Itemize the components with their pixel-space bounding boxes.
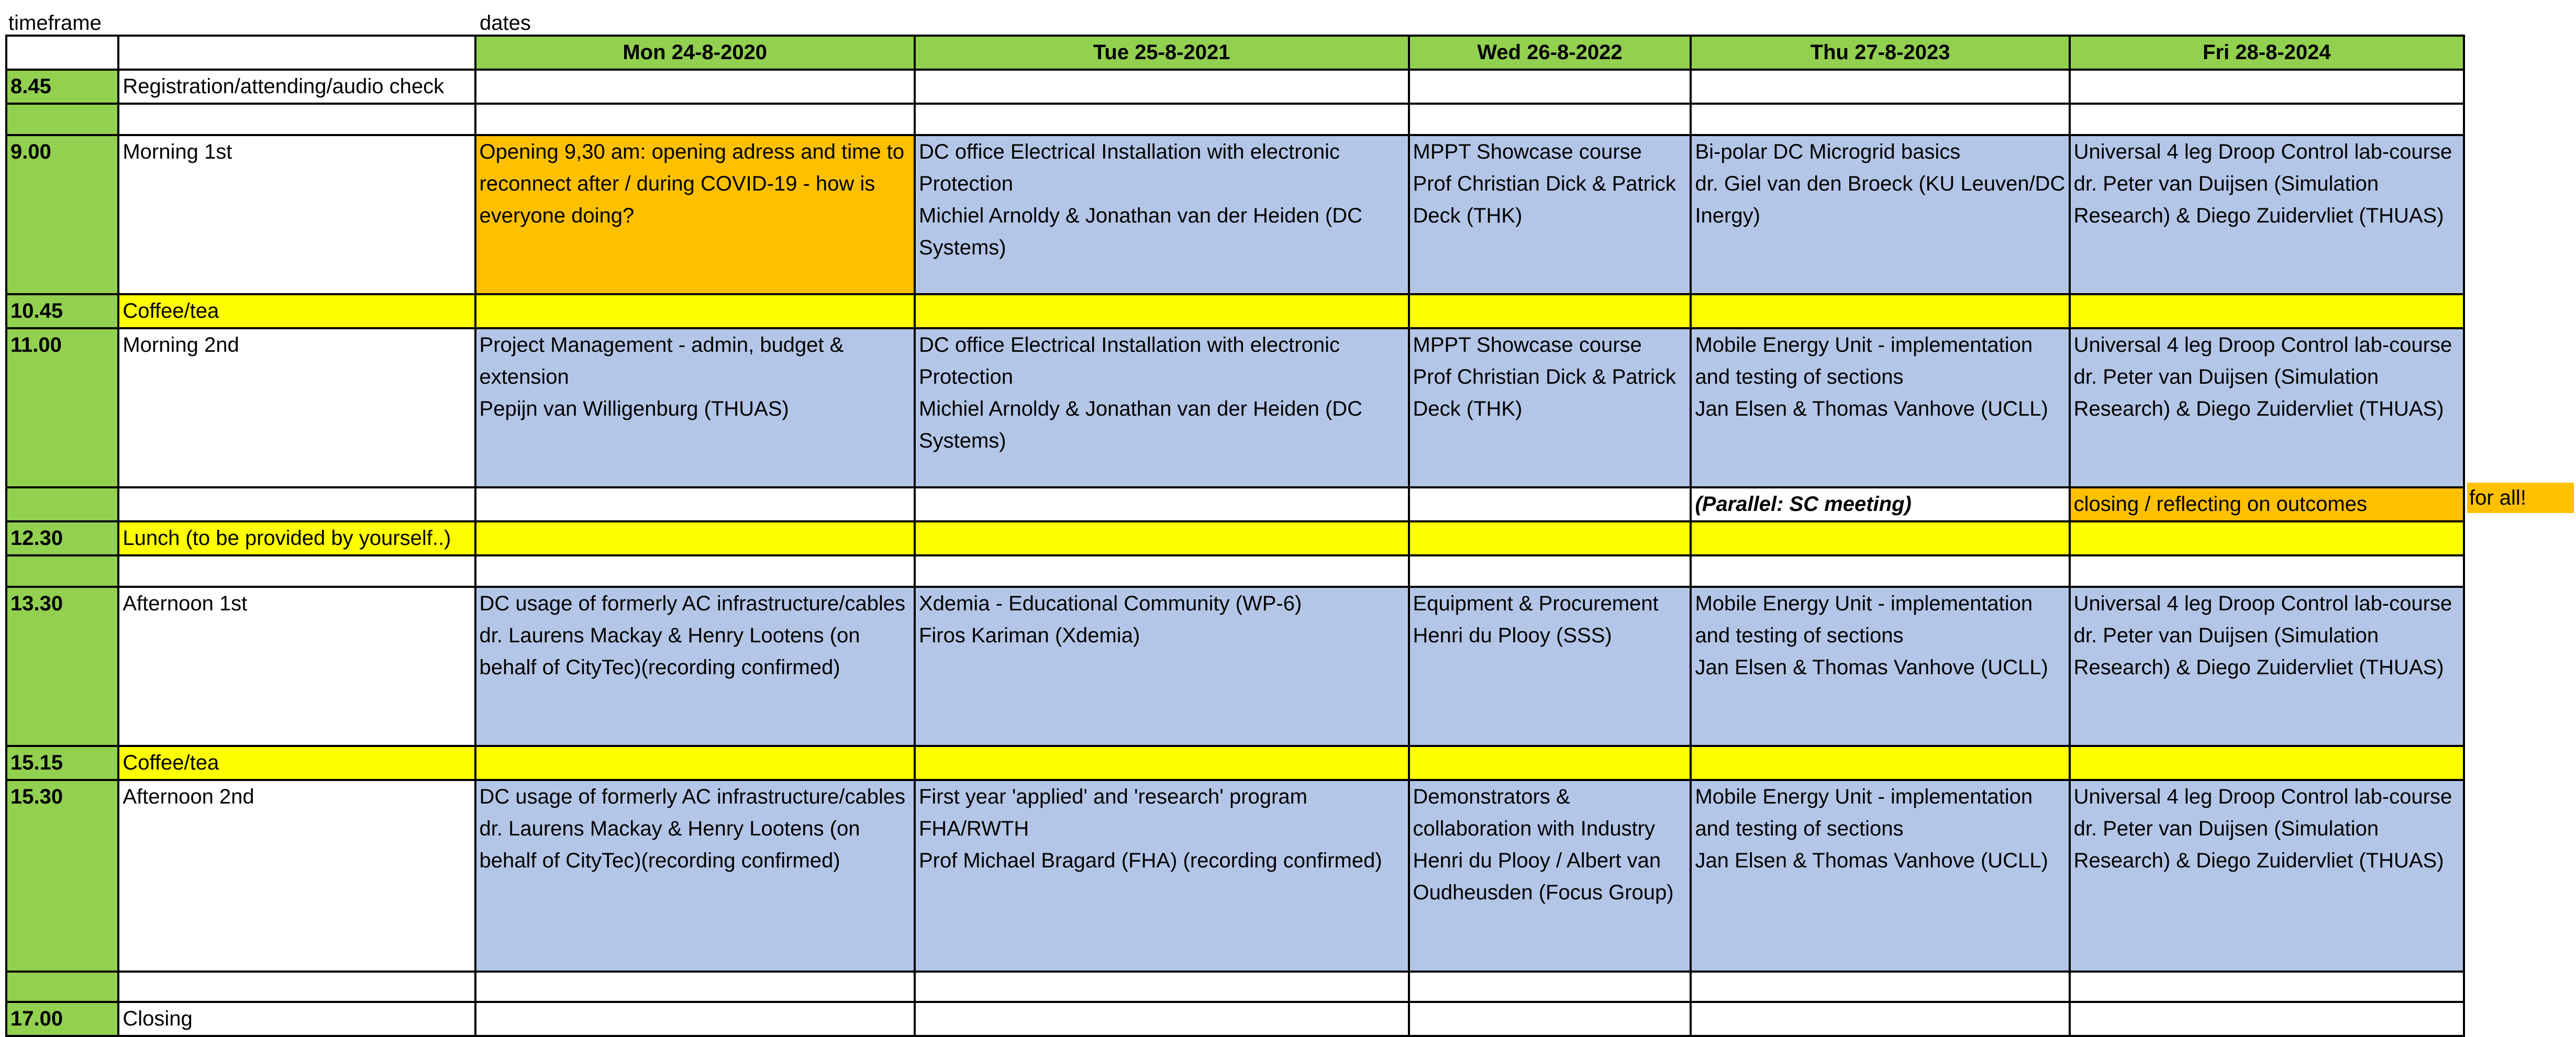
- table-row: [6, 1002, 2464, 1036]
- session-presenters: dr. Peter van Duijsen (Simulation Research) & Diego Zuidervliet (THUAS): [2073, 624, 2444, 679]
- time-cell[interactable]: 13.30: [6, 587, 118, 746]
- session-cell[interactable]: [2070, 555, 2464, 587]
- time-cell[interactable]: [6, 487, 118, 521]
- session-presenters: dr. Laurens Mackay & Henry Lootens (on behalf of CityTec)(recording confirmed): [479, 817, 860, 872]
- session-title: Mobile Energy Unit - implementation and testing of sections: [1695, 592, 2033, 647]
- slot-label-cell[interactable]: Morning 2nd: [118, 328, 475, 487]
- day-header[interactable]: Thu 27-8-2023: [1691, 36, 2069, 70]
- session-cell[interactable]: [1409, 746, 1691, 780]
- session-presenters: Jan Elsen & Thomas Vanhove (UCLL): [1695, 656, 2048, 679]
- session-title: Bi-polar DC Microgrid basics: [1695, 140, 1961, 163]
- session-presenters: dr. Giel van den Broeck (KU Leuven/DC Inergy): [1695, 172, 2066, 227]
- session-cell[interactable]: [475, 70, 915, 104]
- session-cell[interactable]: [1691, 328, 2069, 487]
- session-presenters: Pepijn van Willigenburg (THUAS): [479, 397, 789, 420]
- session-cell[interactable]: [1409, 135, 1691, 294]
- session-cell[interactable]: [1409, 70, 1691, 104]
- slot-label-cell[interactable]: [118, 555, 475, 587]
- session-cell[interactable]: [1691, 972, 2069, 1002]
- session-cell[interactable]: [1691, 294, 2069, 328]
- table-row: [6, 587, 2464, 746]
- session-title: DC usage of formerly AC infrastructure/cables: [479, 592, 906, 615]
- session-cell[interactable]: [1409, 487, 1691, 521]
- for-all-note[interactable]: for all!: [2467, 483, 2574, 513]
- session-cell[interactable]: [2070, 972, 2464, 1002]
- session-title: Mobile Energy Unit - implementation and testing of sections: [1695, 785, 2033, 840]
- time-cell[interactable]: [6, 104, 118, 135]
- session-title: Universal 4 leg Droop Control lab-course: [2073, 333, 2452, 356]
- table-row: [6, 780, 2464, 972]
- session-presenters: Jan Elsen & Thomas Vanhove (UCLL): [1695, 849, 2048, 872]
- session-cell[interactable]: [475, 587, 915, 746]
- session-title: Opening 9,30 am: opening adress and time to reconnect after / during COVID-19 - how is everyone doing?: [479, 140, 905, 227]
- time-cell[interactable]: 17.00: [6, 1002, 118, 1036]
- session-presenters: dr. Peter van Duijsen (Simulation Research) & Diego Zuidervliet (THUAS): [2073, 172, 2444, 227]
- session-cell[interactable]: [2070, 294, 2464, 328]
- session-presenters: Firos Kariman (Xdemia): [918, 624, 1140, 647]
- session-cell[interactable]: [915, 587, 1409, 746]
- time-cell[interactable]: [6, 972, 118, 1002]
- slot-label-cell[interactable]: [118, 104, 475, 135]
- dates-header: dates: [480, 12, 531, 35]
- session-cell[interactable]: [915, 294, 1409, 328]
- table-row: [6, 487, 2464, 521]
- session-cell[interactable]: [475, 487, 915, 521]
- session-cell[interactable]: [2070, 135, 2464, 294]
- session-cell[interactable]: [1691, 587, 2069, 746]
- session-presenters: Henri du Plooy / Albert van Oudheusden (Focus Group): [1413, 849, 1674, 904]
- session-cell[interactable]: [915, 780, 1409, 972]
- session-cell[interactable]: [2070, 587, 2464, 746]
- slot-label-cell[interactable]: Coffee/tea: [118, 746, 475, 780]
- session-cell[interactable]: [475, 972, 915, 1002]
- session-cell[interactable]: [1409, 521, 1691, 555]
- session-cell[interactable]: [2070, 780, 2464, 972]
- table-row: [6, 555, 2464, 587]
- session-cell[interactable]: [1409, 587, 1691, 746]
- session-cell[interactable]: [915, 135, 1409, 294]
- session-cell[interactable]: [1691, 780, 2069, 972]
- time-cell[interactable]: [6, 555, 118, 587]
- session-cell[interactable]: [475, 294, 915, 328]
- time-cell[interactable]: 11.00: [6, 328, 118, 487]
- slot-label-cell[interactable]: Registration/attending/audio check: [118, 70, 475, 104]
- time-cell[interactable]: 8.45: [6, 70, 118, 104]
- session-cell[interactable]: [915, 521, 1409, 555]
- table-row: [6, 104, 2464, 135]
- slot-label-cell[interactable]: Closing: [118, 1002, 475, 1036]
- session-cell[interactable]: [915, 70, 1409, 104]
- session-cell[interactable]: [1409, 104, 1691, 135]
- day-header[interactable]: Tue 25-8-2021: [915, 36, 1409, 70]
- session-presenters: Prof Christian Dick & Patrick Deck (THK): [1413, 172, 1676, 227]
- session-cell[interactable]: [1691, 521, 2069, 555]
- schedule-table: [5, 35, 2465, 1037]
- session-cell[interactable]: [475, 780, 915, 972]
- session-title: Mobile Energy Unit - implementation and testing of sections: [1695, 333, 2033, 388]
- table-row: [6, 294, 2464, 328]
- session-presenters: Jan Elsen & Thomas Vanhove (UCLL): [1695, 397, 2048, 420]
- session-presenters: dr. Peter van Duijsen (Simulation Research) & Diego Zuidervliet (THUAS): [2073, 365, 2444, 420]
- session-title: Equipment & Procurement: [1413, 592, 1659, 615]
- session-cell[interactable]: [1691, 135, 2069, 294]
- session-cell[interactable]: [1691, 746, 2069, 780]
- slot-label-cell[interactable]: Morning 1st: [118, 135, 475, 294]
- slot-label-cell[interactable]: [118, 487, 475, 521]
- session-title: Project Management - admin, budget & extension: [479, 333, 844, 388]
- session-cell[interactable]: [2070, 328, 2464, 487]
- day-header[interactable]: Fri 28-8-2024: [2070, 36, 2464, 70]
- table-row: [6, 135, 2464, 294]
- session-title: DC office Electrical Installation with electronic Protection: [918, 333, 1340, 388]
- session-cell[interactable]: [2070, 70, 2464, 104]
- session-title: Universal 4 leg Droop Control lab-course: [2073, 140, 2452, 163]
- session-cell[interactable]: [475, 555, 915, 587]
- session-presenters: dr. Laurens Mackay & Henry Lootens (on behalf of CityTec)(recording confirmed): [479, 624, 860, 679]
- slot-label-cell[interactable]: Lunch (to be provided by yourself..): [118, 521, 475, 555]
- session-cell[interactable]: [1691, 104, 2069, 135]
- session-title: Universal 4 leg Droop Control lab-course: [2073, 592, 2452, 615]
- session-cell[interactable]: [1409, 972, 1691, 1002]
- session-title: DC usage of formerly AC infrastructure/cables: [479, 785, 906, 808]
- session-presenters: Prof Michael Bragard (FHA) (recording confirmed): [918, 849, 1382, 872]
- session-title: MPPT Showcase course: [1413, 140, 1642, 163]
- table-row: [6, 746, 2464, 780]
- session-cell[interactable]: [475, 521, 915, 555]
- session-cell[interactable]: [475, 1002, 915, 1036]
- session-cell[interactable]: [1691, 555, 2069, 587]
- session-cell[interactable]: [915, 104, 1409, 135]
- session-cell[interactable]: [475, 328, 915, 487]
- time-cell[interactable]: 9.00: [6, 135, 118, 294]
- session-title: DC office Electrical Installation with electronic Protection: [918, 140, 1340, 195]
- session-cell[interactable]: [475, 104, 915, 135]
- session-cell[interactable]: [2070, 746, 2464, 780]
- session-cell[interactable]: [2070, 1002, 2464, 1036]
- session-presenters: dr. Peter van Duijsen (Simulation Research) & Diego Zuidervliet (THUAS): [2073, 817, 2444, 872]
- table-row: [6, 70, 2464, 104]
- slot-label-cell[interactable]: [118, 972, 475, 1002]
- session-cell[interactable]: [1409, 294, 1691, 328]
- timeframe-header: timeframe: [8, 12, 102, 35]
- table-row: [6, 521, 2464, 555]
- session-presenters: Michiel Arnoldy & Jonathan van der Heiden (DC Systems): [918, 204, 1363, 259]
- day-header[interactable]: Mon 24-8-2020: [475, 36, 915, 70]
- slot-label-cell[interactable]: Afternoon 1st: [118, 587, 475, 746]
- session-presenters: Prof Christian Dick & Patrick Deck (THK): [1413, 365, 1676, 420]
- session-title: Demonstrators & collaboration with Industry: [1413, 785, 1655, 840]
- session-cell[interactable]: [1409, 780, 1691, 972]
- session-title: First year 'applied' and 'research' program FHA/RWTH: [918, 785, 1307, 840]
- slot-label-cell[interactable]: Coffee/tea: [118, 294, 475, 328]
- parallel-session-cell[interactable]: (Parallel: SC meeting): [1691, 487, 2069, 521]
- day-header-row: [6, 36, 2464, 70]
- session-cell[interactable]: [915, 972, 1409, 1002]
- session-cell[interactable]: [915, 487, 1409, 521]
- session-presenters: Henri du Plooy (SSS): [1413, 624, 1612, 647]
- session-title: Universal 4 leg Droop Control lab-course: [2073, 785, 2452, 808]
- session-cell[interactable]: [915, 1002, 1409, 1036]
- session-cell[interactable]: [1409, 555, 1691, 587]
- session-cell[interactable]: [2070, 521, 2464, 555]
- day-header[interactable]: Wed 26-8-2022: [1409, 36, 1691, 70]
- session-cell[interactable]: [915, 328, 1409, 487]
- time-cell[interactable]: 12.30: [6, 521, 118, 555]
- session-title: MPPT Showcase course: [1413, 333, 1642, 356]
- session-cell[interactable]: [2070, 104, 2464, 135]
- session-cell[interactable]: [915, 746, 1409, 780]
- time-cell[interactable]: 10.45: [6, 294, 118, 328]
- session-cell[interactable]: [475, 746, 915, 780]
- time-cell[interactable]: 15.15: [6, 746, 118, 780]
- session-cell[interactable]: [475, 135, 915, 294]
- slot-label-cell[interactable]: Afternoon 2nd: [118, 780, 475, 972]
- session-presenters: Michiel Arnoldy & Jonathan van der Heiden (DC Systems): [918, 397, 1363, 452]
- session-cell[interactable]: [1409, 1002, 1691, 1036]
- session-cell[interactable]: [1691, 70, 2069, 104]
- session-title: Xdemia - Educational Community (WP-6): [918, 592, 1302, 615]
- session-cell[interactable]: [1691, 1002, 2069, 1036]
- closing-reflection-cell[interactable]: closing / reflecting on outcomes: [2070, 487, 2464, 521]
- session-cell[interactable]: [1409, 328, 1691, 487]
- session-cell[interactable]: [915, 555, 1409, 587]
- time-cell[interactable]: 15.30: [6, 780, 118, 972]
- table-row: [6, 328, 2464, 487]
- table-row: [6, 972, 2464, 1002]
